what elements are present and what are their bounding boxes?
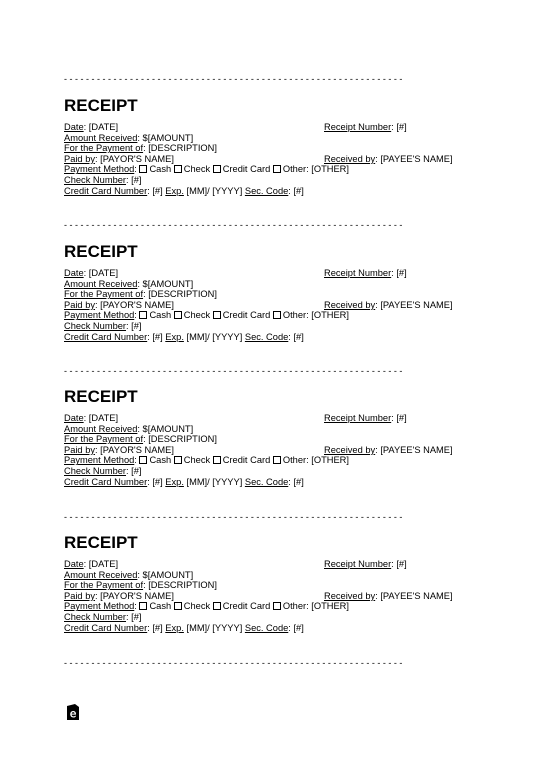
- paid-by-row: [64, 591, 484, 602]
- paid-by-value: : [PAYOR'S NAME]: [95, 153, 174, 164]
- credit-card-checkbox[interactable]: [213, 165, 221, 173]
- check-number-value: : [#]: [126, 320, 142, 331]
- exp-label: Exp.: [165, 185, 184, 196]
- payment-method-row: [64, 310, 484, 321]
- amount-value: : $[AMOUNT]: [137, 423, 194, 434]
- paid-by-row: [64, 445, 484, 456]
- receipt-number-value: : [#]: [391, 413, 407, 423]
- cash-option: Cash: [149, 310, 172, 321]
- cash-checkbox[interactable]: [139, 456, 147, 464]
- credit-card-row: [64, 186, 484, 197]
- paid-by-label: Paid by: [64, 590, 96, 601]
- receipt-block: [64, 242, 484, 342]
- exp-value: [MM]/ [YYYY]: [183, 185, 243, 196]
- payment-method-row: [64, 455, 484, 466]
- amount-label: Amount Received: [64, 278, 138, 289]
- payment-for-value: : [DESCRIPTION]: [143, 580, 217, 591]
- credit-card-row: [64, 332, 484, 343]
- paid-by-label: Paid by: [64, 299, 96, 310]
- check-option: Check: [183, 601, 211, 612]
- payment-for-row: [64, 434, 484, 445]
- exp-value: [MM]/ [YYYY]: [183, 476, 243, 487]
- payment-method-label: Payment Method: [64, 164, 135, 175]
- check-number-row: [64, 175, 484, 186]
- cash-option: Cash: [149, 164, 172, 175]
- check-checkbox[interactable]: [174, 311, 182, 319]
- amount-row: [64, 133, 484, 144]
- payment-method-sep: :: [134, 310, 140, 321]
- check-number-label: Check Number: [64, 611, 127, 622]
- check-option: Check: [183, 310, 211, 321]
- receipt-number-label: Receipt Number: [324, 268, 392, 278]
- cut-line: - - - - - - - - - - - - - - - - - - - - - - - - - - - - - - - - - - - - - - - - - - - - - - - - - - - - - - - - - - - - - -: [64, 74, 403, 84]
- check-checkbox[interactable]: [174, 456, 182, 464]
- check-checkbox[interactable]: [174, 165, 182, 173]
- amount-label: Amount Received: [64, 132, 138, 143]
- exp-label: Exp.: [165, 622, 184, 633]
- paid-by-row: [64, 154, 484, 165]
- received-by-label: Received by: [324, 153, 376, 164]
- paid-by-label: Paid by: [64, 444, 96, 455]
- payment-method-label: Payment Method: [64, 310, 135, 321]
- receipt-block: [64, 96, 484, 196]
- sec-code-value: : [#]: [288, 622, 304, 633]
- receipt-number-label: Receipt Number: [324, 413, 392, 423]
- credit-card-checkbox[interactable]: [213, 456, 221, 464]
- credit-card-checkbox[interactable]: [213, 602, 221, 610]
- credit-card-option: Credit Card: [222, 164, 271, 175]
- date-row: [64, 413, 484, 424]
- receipt-block: [64, 387, 484, 487]
- received-by-label: Received by: [324, 590, 376, 601]
- cut-line: - - - - - - - - - - - - - - - - - - - - - - - - - - - - - - - - - - - - - - - - - - - - - - - - - - - - - - - - - - - - - -: [64, 220, 403, 230]
- cash-checkbox[interactable]: [139, 602, 147, 610]
- receipt-title: RECEIPT: [64, 533, 138, 552]
- check-option: Check: [183, 455, 211, 466]
- amount-value: : $[AMOUNT]: [137, 569, 194, 580]
- date-label: Date: [64, 559, 84, 569]
- amount-row: [64, 424, 484, 435]
- date-value: : [DATE]: [83, 413, 119, 423]
- date-label: Date: [64, 122, 84, 132]
- sec-code-value: : [#]: [288, 476, 304, 487]
- check-number-label: Check Number: [64, 320, 127, 331]
- receipt-number-value: : [#]: [391, 122, 407, 132]
- sec-code-label: Sec. Code: [244, 331, 289, 342]
- date-row: [64, 559, 484, 570]
- credit-card-row: [64, 623, 484, 634]
- received-by-value: : [PAYEE'S NAME]: [375, 590, 453, 601]
- cc-number-label: Credit Card Number: [64, 185, 148, 196]
- exp-label: Exp.: [165, 331, 184, 342]
- amount-value: : $[AMOUNT]: [137, 132, 194, 143]
- cash-option: Cash: [149, 601, 172, 612]
- check-number-row: [64, 321, 484, 332]
- cut-line: - - - - - - - - - - - - - - - - - - - - - - - - - - - - - - - - - - - - - - - - - - - - - - - - - - - - - - - - - - - - - -: [64, 512, 403, 522]
- payment-method-sep: :: [134, 601, 140, 612]
- cash-checkbox[interactable]: [139, 311, 147, 319]
- amount-value: : $[AMOUNT]: [137, 278, 194, 289]
- check-number-value: : [#]: [126, 174, 142, 185]
- cc-number-value: : [#]: [147, 622, 163, 633]
- date-row: [64, 122, 484, 133]
- payment-for-label: For the Payment of: [64, 289, 144, 300]
- paid-by-value: : [PAYOR'S NAME]: [95, 590, 174, 601]
- sec-code-value: : [#]: [288, 331, 304, 342]
- other-checkbox[interactable]: [273, 602, 281, 610]
- cash-checkbox[interactable]: [139, 165, 147, 173]
- payment-for-value: : [DESCRIPTION]: [143, 143, 217, 154]
- other-checkbox[interactable]: [273, 456, 281, 464]
- date-row: [64, 268, 484, 279]
- payment-method-row: [64, 601, 484, 612]
- paid-by-label: Paid by: [64, 153, 96, 164]
- received-by-value: : [PAYEE'S NAME]: [375, 299, 453, 310]
- received-by-value: : [PAYEE'S NAME]: [375, 153, 453, 164]
- cc-number-label: Credit Card Number: [64, 622, 148, 633]
- credit-card-checkbox[interactable]: [213, 311, 221, 319]
- exp-label: Exp.: [165, 476, 184, 487]
- sec-code-label: Sec. Code: [244, 476, 289, 487]
- payment-method-sep: :: [134, 164, 140, 175]
- cash-option: Cash: [149, 455, 172, 466]
- amount-label: Amount Received: [64, 569, 138, 580]
- credit-card-option: Credit Card: [222, 601, 271, 612]
- receipt-number-value: : [#]: [391, 268, 407, 278]
- cut-line: - - - - - - - - - - - - - - - - - - - - - - - - - - - - - - - - - - - - - - - - - - - - - - - - - - - - - - - - - - - - - -: [64, 658, 403, 668]
- credit-card-option: Credit Card: [222, 310, 271, 321]
- amount-row: [64, 279, 484, 290]
- receipt-number-label: Receipt Number: [324, 559, 392, 569]
- payment-method-label: Payment Method: [64, 601, 135, 612]
- amount-row: [64, 570, 484, 581]
- cc-number-label: Credit Card Number: [64, 331, 148, 342]
- receipt-title: RECEIPT: [64, 387, 138, 406]
- sec-code-label: Sec. Code: [244, 185, 289, 196]
- check-number-row: [64, 612, 484, 623]
- other-checkbox[interactable]: [273, 165, 281, 173]
- payment-for-label: For the Payment of: [64, 580, 144, 591]
- receipt-title: RECEIPT: [64, 242, 138, 261]
- cc-number-value: : [#]: [147, 331, 163, 342]
- check-number-row: [64, 466, 484, 477]
- check-number-value: : [#]: [126, 611, 142, 622]
- eforms-logo-icon: [66, 704, 80, 720]
- check-checkbox[interactable]: [174, 602, 182, 610]
- payment-for-row: [64, 289, 484, 300]
- other-option: Other: [OTHER]: [282, 601, 349, 612]
- other-option: Other: [OTHER]: [282, 310, 349, 321]
- payment-method-sep: :: [134, 455, 140, 466]
- payment-for-row: [64, 580, 484, 591]
- credit-card-row: [64, 477, 484, 488]
- payment-for-label: For the Payment of: [64, 434, 144, 445]
- other-checkbox[interactable]: [273, 311, 281, 319]
- other-option: Other: [OTHER]: [282, 164, 349, 175]
- cut-line: - - - - - - - - - - - - - - - - - - - - - - - - - - - - - - - - - - - - - - - - - - - - - - - - - - - - - - - - - - - - - -: [64, 366, 403, 376]
- payment-for-row: [64, 143, 484, 154]
- exp-value: [MM]/ [YYYY]: [183, 331, 243, 342]
- exp-value: [MM]/ [YYYY]: [183, 622, 243, 633]
- credit-card-option: Credit Card: [222, 455, 271, 466]
- payment-for-value: : [DESCRIPTION]: [143, 434, 217, 445]
- received-by-value: : [PAYEE'S NAME]: [375, 444, 453, 455]
- sec-code-value: : [#]: [288, 185, 304, 196]
- paid-by-row: [64, 300, 484, 311]
- date-value: : [DATE]: [83, 268, 119, 278]
- received-by-label: Received by: [324, 299, 376, 310]
- cc-number-label: Credit Card Number: [64, 476, 148, 487]
- receipt-title: RECEIPT: [64, 96, 138, 115]
- date-label: Date: [64, 413, 84, 423]
- payment-for-label: For the Payment of: [64, 143, 144, 154]
- date-label: Date: [64, 268, 84, 278]
- payment-method-row: [64, 164, 484, 175]
- date-value: : [DATE]: [83, 122, 119, 132]
- date-value: : [DATE]: [83, 559, 119, 569]
- receipt-number-value: : [#]: [391, 559, 407, 569]
- receipt-number-label: Receipt Number: [324, 122, 392, 132]
- amount-label: Amount Received: [64, 423, 138, 434]
- check-number-value: : [#]: [126, 465, 142, 476]
- other-option: Other: [OTHER]: [282, 455, 349, 466]
- check-number-label: Check Number: [64, 465, 127, 476]
- receipt-block: [64, 533, 484, 633]
- sec-code-label: Sec. Code: [244, 622, 289, 633]
- check-number-label: Check Number: [64, 174, 127, 185]
- received-by-label: Received by: [324, 444, 376, 455]
- check-option: Check: [183, 164, 211, 175]
- payment-method-label: Payment Method: [64, 455, 135, 466]
- paid-by-value: : [PAYOR'S NAME]: [95, 299, 174, 310]
- cc-number-value: : [#]: [147, 185, 163, 196]
- paid-by-value: : [PAYOR'S NAME]: [95, 444, 174, 455]
- cc-number-value: : [#]: [147, 476, 163, 487]
- payment-for-value: : [DESCRIPTION]: [143, 289, 217, 300]
